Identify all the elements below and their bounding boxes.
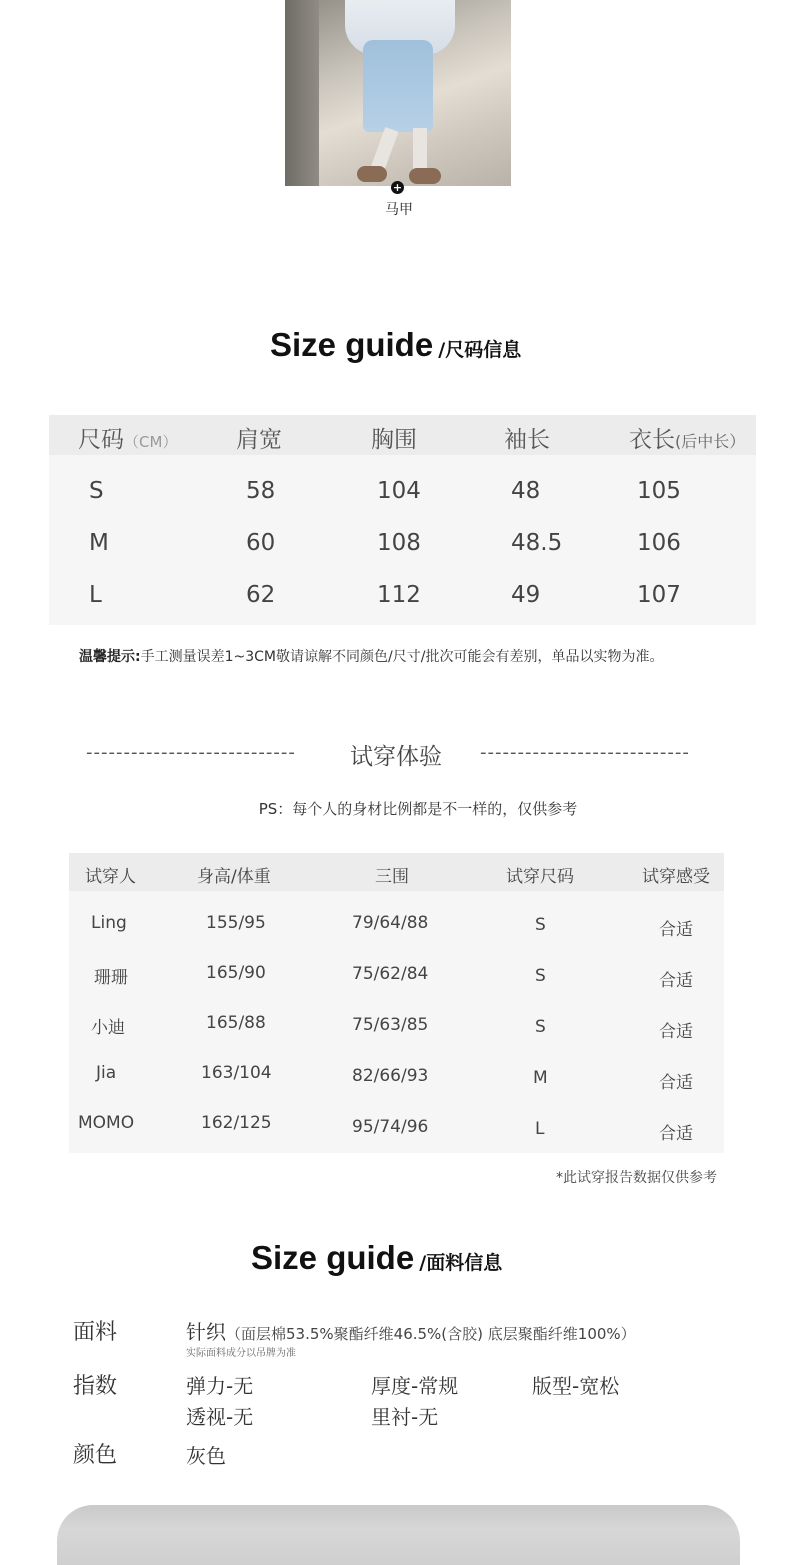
header-length-note: (后中长） bbox=[675, 432, 746, 451]
header-tried-size: 试穿尺码 bbox=[506, 867, 574, 887]
measurements: 82/66/93 bbox=[352, 1066, 429, 1086]
sleeve-cell: 48 bbox=[511, 478, 541, 504]
fit-type: 版型-宽松 bbox=[532, 1374, 620, 1398]
feeling: 合适 bbox=[659, 1022, 693, 1042]
header-chest: 胸围 bbox=[371, 427, 417, 453]
header-measurements: 三围 bbox=[375, 867, 409, 887]
sleeve-cell: 49 bbox=[511, 582, 541, 608]
tester-name: 珊珊 bbox=[94, 968, 128, 988]
shoulder-cell: 62 bbox=[246, 582, 276, 608]
color-value: 灰色 bbox=[186, 1444, 226, 1468]
measurements: 75/63/85 bbox=[352, 1015, 429, 1035]
measurements: 95/74/96 bbox=[352, 1117, 429, 1137]
chest-cell: 108 bbox=[377, 530, 421, 556]
size-cell: S bbox=[89, 478, 104, 504]
size-cell: L bbox=[89, 582, 102, 608]
color-label: 颜色 bbox=[73, 1443, 118, 1468]
measurements: 79/64/88 bbox=[352, 913, 429, 933]
try-on-note: *此试穿报告数据仅供参考 bbox=[556, 1170, 717, 1186]
material-label: 面料 bbox=[73, 1320, 118, 1345]
chest-cell: 112 bbox=[377, 582, 421, 608]
shoulder-cell: 60 bbox=[246, 530, 276, 556]
header-shoulder: 肩宽 bbox=[236, 427, 282, 453]
tried-size: M bbox=[533, 1068, 548, 1088]
tried-size: S bbox=[535, 966, 546, 986]
header-size: 尺码（CM） bbox=[78, 427, 178, 453]
tried-size: S bbox=[535, 915, 546, 935]
feeling: 合适 bbox=[659, 971, 693, 991]
divider-right: ---------------------------- bbox=[480, 742, 690, 763]
measurements: 75/62/84 bbox=[352, 964, 429, 984]
shoulder-cell: 58 bbox=[246, 478, 276, 504]
fabric-swatch-image bbox=[57, 1505, 740, 1565]
divider-left: ---------------------------- bbox=[86, 742, 296, 763]
tried-size: L bbox=[535, 1119, 545, 1139]
height-weight: 165/88 bbox=[206, 1013, 266, 1033]
tester-name: 小迪 bbox=[91, 1018, 125, 1038]
size-guide-subtitle: /尺码信息 bbox=[438, 339, 522, 361]
size-guide-title: Size guide bbox=[270, 326, 434, 363]
lining: 里衬-无 bbox=[371, 1405, 439, 1429]
material-value: 针织（面层棉53.5%聚酯纤维46.5%(含胶) 底层聚酯纤维100%） bbox=[186, 1320, 636, 1344]
header-height-weight: 身高/体重 bbox=[197, 867, 271, 887]
index-label: 指数 bbox=[73, 1374, 118, 1399]
product-photo bbox=[285, 0, 511, 186]
size-guide-heading bbox=[270, 326, 521, 364]
sleeve-cell: 48.5 bbox=[511, 530, 563, 556]
tester-name: Ling bbox=[91, 913, 127, 933]
try-on-disclaimer: PS：每个人的身材比例都是不一样的，仅供参考 bbox=[258, 800, 578, 818]
header-length: 衣长(后中长） bbox=[629, 427, 746, 453]
try-on-title: 试穿体验 bbox=[350, 744, 442, 770]
fabric-heading bbox=[251, 1239, 502, 1277]
length-cell: 107 bbox=[637, 582, 681, 608]
try-on-table bbox=[69, 853, 724, 1153]
size-cell: M bbox=[89, 530, 109, 556]
feeling: 合适 bbox=[659, 1124, 693, 1144]
length-cell: 105 bbox=[637, 478, 681, 504]
fabric-title: Size guide bbox=[251, 1239, 415, 1276]
feeling: 合适 bbox=[659, 1073, 693, 1093]
length-cell: 106 bbox=[637, 530, 681, 556]
hotspot-label: 马甲 bbox=[385, 202, 413, 218]
tester-name: Jia bbox=[96, 1063, 117, 1083]
feeling: 合适 bbox=[659, 920, 693, 940]
height-weight: 155/95 bbox=[206, 913, 266, 933]
fabric-subtitle: /面料信息 bbox=[419, 1252, 503, 1274]
plus-icon[interactable]: + bbox=[392, 181, 403, 194]
material-detail: （面层棉53.5%聚酯纤维46.5%(含胶) 底层聚酯纤维100%） bbox=[226, 1325, 636, 1343]
size-tip bbox=[79, 646, 663, 666]
header-unit: （CM） bbox=[124, 433, 178, 451]
chest-cell: 104 bbox=[377, 478, 421, 504]
elasticity: 弹力-无 bbox=[186, 1374, 254, 1398]
header-tester: 试穿人 bbox=[85, 867, 136, 887]
transparency: 透视-无 bbox=[186, 1405, 254, 1429]
material-note: 实际面料成分以吊牌为准 bbox=[186, 1348, 296, 1359]
header-feeling: 试穿感受 bbox=[642, 867, 710, 887]
header-sleeve: 袖长 bbox=[504, 427, 550, 453]
height-weight: 163/104 bbox=[201, 1063, 272, 1083]
height-weight: 162/125 bbox=[201, 1113, 272, 1133]
tip-text: 手工测量误差1~3CM敬请谅解不同颜色/尺寸/批次可能会有差别，单品以实物为准。 bbox=[140, 649, 664, 665]
tester-name: MOMO bbox=[78, 1113, 135, 1133]
tried-size: S bbox=[535, 1017, 546, 1037]
tip-label: 温馨提示: bbox=[79, 649, 141, 665]
height-weight: 165/90 bbox=[206, 963, 266, 983]
thickness: 厚度-常规 bbox=[371, 1374, 459, 1398]
